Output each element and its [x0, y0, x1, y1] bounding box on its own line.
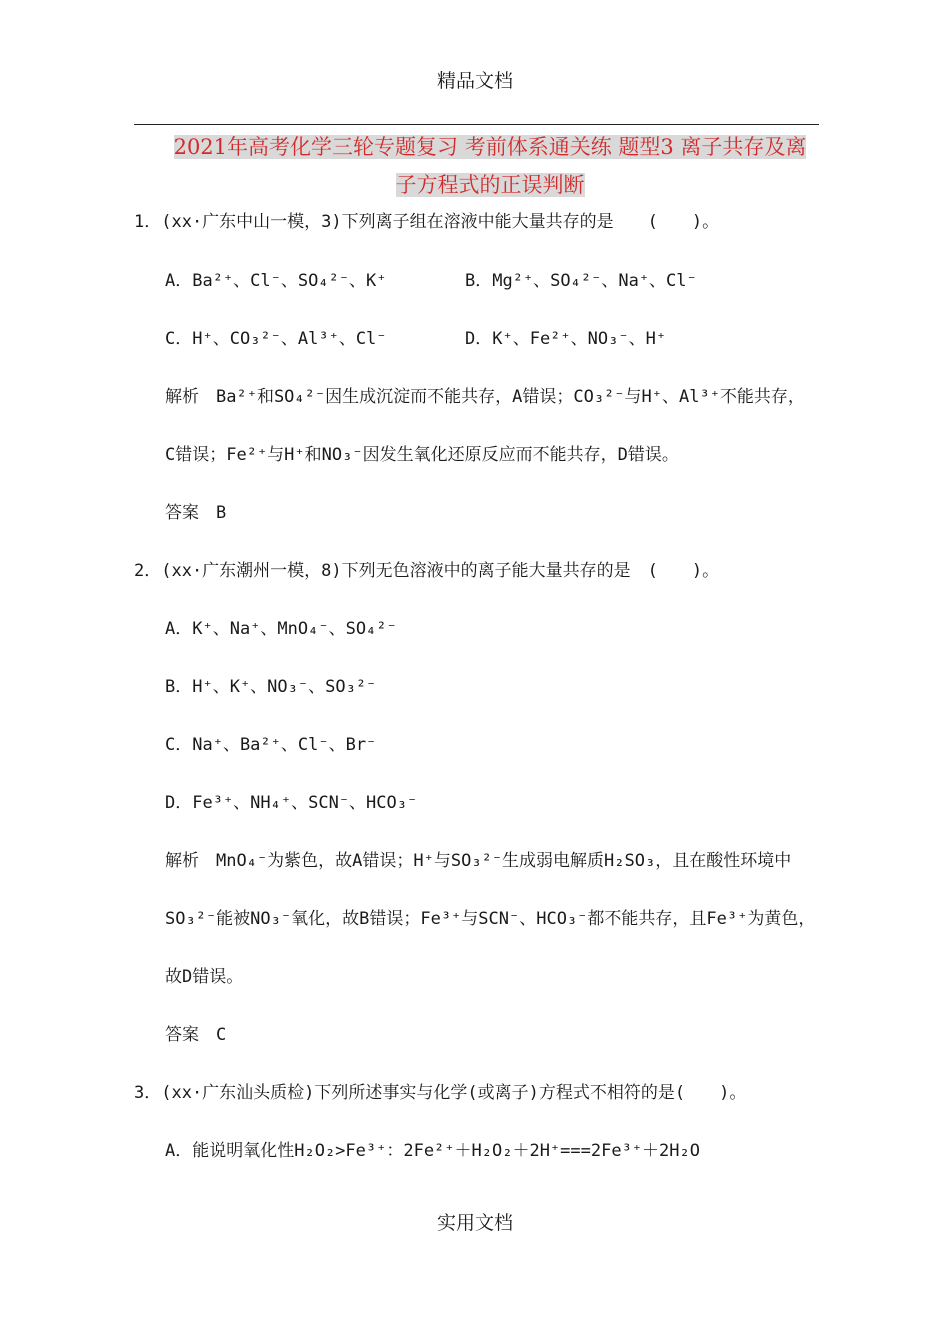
title-line-2: 子方程式的正误判断	[395, 173, 585, 197]
q3-option-a: A．能说明氧化性H₂O₂>Fe³⁺：2Fe²⁺＋H₂O₂＋2H⁺===2Fe³⁺＋2H₂O	[165, 1141, 700, 1161]
q2-option-d: D．Fe³⁺、NH₄⁺、SCN⁻、HCO₃⁻	[165, 793, 418, 813]
q1-option-b: B．Mg²⁺、SO₄²⁻、Na⁺、Cl⁻	[465, 271, 697, 291]
question-2: 2．(xx·广东潮州一模，8)下列无色溶液中的离子能大量共存的是 ( )。	[134, 561, 720, 581]
q2-answer: 答案 C	[165, 1025, 227, 1045]
q1-analysis-line-1: 解析 Ba²⁺和SO₄²⁻因生成沉淀而不能共存，A错误；CO₃²⁻与H⁺、Al³⁺不能共存，	[165, 387, 805, 407]
q1-answer: 答案 B	[165, 503, 227, 523]
document-title	[165, 128, 815, 204]
q1-option-d: D．K⁺、Fe²⁺、NO₃⁻、H⁺	[465, 329, 667, 349]
q2-option-c: C．Na⁺、Ba²⁺、Cl⁻、Br⁻	[165, 735, 377, 755]
q1-analysis-line-2: C错误；Fe²⁺与H⁺和NO₃⁻因发生氧化还原反应而不能共存，D错误。	[165, 445, 679, 465]
question-3: 3．(xx·广东汕头质检)下列所述事实与化学(或离子)方程式不相符的是( )。	[134, 1083, 747, 1103]
q1-option-a: A．Ba²⁺、Cl⁻、SO₄²⁻、K⁺	[165, 271, 387, 291]
header-rule	[134, 124, 819, 125]
page-header: 精品文档	[436, 70, 513, 92]
q1-option-c: C．H⁺、CO₃²⁻、Al³⁺、Cl⁻	[165, 329, 387, 349]
q2-analysis-line-1: 解析 MnO₄⁻为紫色，故A错误；H⁺与SO₃²⁻生成弱电解质H₂SO₃，且在酸性环境中	[165, 851, 792, 871]
q2-analysis-line-2: SO₃²⁻能被NO₃⁻氧化，故B错误；Fe³⁺与SCN⁻、HCO₃⁻都不能共存，且Fe³⁺为黄色，	[165, 909, 816, 929]
question-1: 1．(xx·广东中山一模，3)下列离子组在溶液中能大量共存的是 ( )。	[134, 212, 720, 232]
q2-analysis-line-3: 故D错误。	[165, 967, 244, 987]
title-line-1: 2021年高考化学三轮专题复习 考前体系通关练 题型3 离子共存及离	[173, 135, 807, 159]
q2-option-b: B．H⁺、K⁺、NO₃⁻、SO₃²⁻	[165, 677, 377, 697]
q2-option-a: A．K⁺、Na⁺、MnO₄⁻、SO₄²⁻	[165, 619, 397, 639]
page-footer: 实用文档	[436, 1212, 513, 1234]
